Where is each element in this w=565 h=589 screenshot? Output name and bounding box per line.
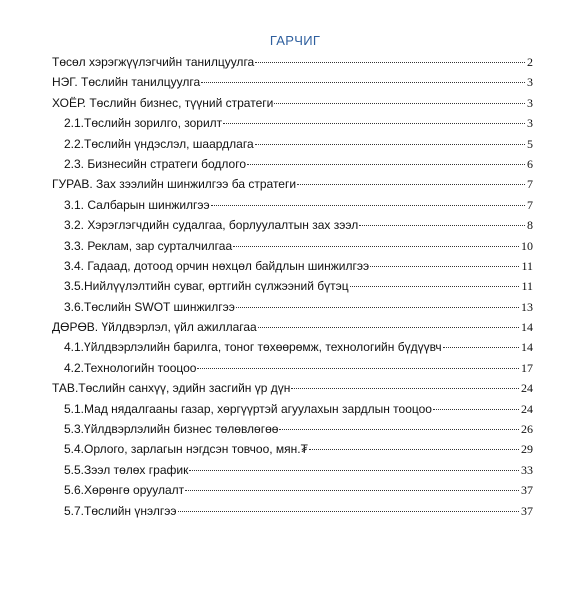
toc-page-number: 7	[527, 197, 533, 212]
toc-entry-text: 5.1.Мад нядалгааны газар, хөргүүртэй агуулахын зардлын тооцоо	[64, 401, 432, 416]
toc-entry[interactable]	[52, 460, 533, 480]
toc-entry-text: 2.1.Төслийн зорилго, зорилт	[64, 116, 223, 131]
dot-leader	[359, 225, 525, 226]
toc-entry[interactable]	[52, 439, 533, 459]
toc-entry-text: ДӨРӨВ. Үйлдвэрлэл, үйл ажиллагаа	[52, 320, 257, 335]
toc-page-number: 3	[527, 116, 533, 131]
dot-leader	[291, 388, 519, 389]
toc-entry[interactable]	[52, 399, 533, 419]
toc-entry[interactable]	[52, 174, 533, 194]
toc-entry[interactable]	[52, 378, 533, 398]
dot-leader	[309, 449, 519, 450]
toc-entry[interactable]	[52, 93, 533, 113]
toc-entry-text: 4.1.Үйлдвэрлэлийн барилга, тоног төхөөрөмж, технологийн бүдүүвч	[64, 340, 442, 355]
toc-page-number: 5	[527, 136, 533, 151]
toc-entry[interactable]	[52, 154, 533, 174]
toc-entry-text: 5.7.Төслийн үнэлгээ	[64, 503, 177, 518]
toc-page-number: 3	[527, 95, 533, 110]
toc-page-number: 37	[521, 483, 533, 498]
dot-leader	[223, 123, 525, 124]
toc-entry[interactable]	[52, 256, 533, 276]
dot-leader	[258, 327, 519, 328]
toc-entry[interactable]	[52, 419, 533, 439]
toc-entry-text: 3.4. Гадаад, дотоод орчин нөхцөл байдлын шинжилгээ	[64, 258, 370, 273]
toc-page-number: 33	[521, 462, 533, 477]
dot-leader	[185, 490, 519, 491]
toc-entry-text: 5.4.Орлого, зарлагын нэгдсэн товчоо, мян.₮	[64, 442, 308, 457]
dot-leader	[370, 266, 519, 267]
toc-page-number: 6	[527, 156, 533, 171]
toc-page-number: 24	[521, 401, 533, 416]
dot-leader	[197, 368, 519, 369]
toc-entry[interactable]	[52, 297, 533, 317]
toc-page-number: 13	[521, 299, 533, 314]
toc-page-number: 17	[521, 360, 533, 375]
toc-page-number: 24	[521, 381, 533, 396]
toc-entry-text: 5.3.Үйлдвэрлэлийн бизнес төлөвлөгөө	[64, 422, 279, 437]
toc-entry-text: 3.6.Төслийн SWOT шинжилгээ	[64, 299, 235, 314]
toc-entry-text: ХОЁР. Төслийн бизнес, түүний стратеги	[52, 95, 274, 110]
toc-entry[interactable]	[52, 337, 533, 357]
toc-page-number: 26	[521, 422, 533, 437]
dot-leader	[297, 184, 525, 185]
dot-leader	[350, 286, 520, 287]
dot-leader	[233, 246, 519, 247]
toc-entry-text: 3.1. Салбарын шинжилгээ	[64, 197, 210, 212]
toc-entry[interactable]	[52, 72, 533, 92]
toc-entry-text: 3.2. Хэрэглэгчдийн судалгаа, борлуулалтын зах зээл	[64, 218, 359, 233]
toc-entry[interactable]	[52, 358, 533, 378]
toc-entry[interactable]	[52, 134, 533, 154]
toc-entry-text: 3.3. Реклам, зар сурталчилгаа	[64, 238, 233, 253]
toc-entry-text: НЭГ. Төслийн танилцуулга	[52, 75, 201, 90]
dot-leader	[178, 511, 520, 512]
dot-leader	[236, 307, 519, 308]
dot-leader	[279, 429, 519, 430]
toc-entry-text: 3.5.Нийлүүлэлтийн суваг, өртгийн сүлжээний бүтэц	[64, 279, 349, 294]
toc-entry[interactable]	[52, 501, 533, 521]
dot-leader	[211, 205, 525, 206]
toc-page-number: 10	[521, 238, 533, 253]
toc-entry[interactable]	[52, 317, 533, 337]
toc-page-number: 8	[527, 218, 533, 233]
toc-page-number: 11	[521, 279, 533, 294]
table-of-contents	[52, 52, 533, 521]
toc-page-number: 29	[521, 442, 533, 457]
toc-entry[interactable]	[52, 480, 533, 500]
toc-page-number: 14	[521, 340, 533, 355]
dot-leader	[189, 470, 519, 471]
toc-entry[interactable]	[52, 276, 533, 296]
toc-page-number: 14	[521, 320, 533, 335]
toc-entry-text: ТАВ.Төслийн санхүү, эдийн засгийн үр дүн	[52, 381, 291, 396]
toc-entry[interactable]	[52, 195, 533, 215]
toc-page-number: 37	[521, 503, 533, 518]
toc-title: ГАРЧИГ	[269, 33, 321, 48]
toc-entry[interactable]	[52, 113, 533, 133]
toc-page-number: 11	[521, 258, 533, 273]
toc-page-number: 7	[527, 177, 533, 192]
toc-entry[interactable]	[52, 215, 533, 235]
toc-entry[interactable]	[52, 52, 533, 72]
dot-leader	[274, 103, 525, 104]
dot-leader	[443, 347, 519, 348]
toc-entry[interactable]	[52, 236, 533, 256]
toc-entry-text: 2.2.Төслийн үндэслэл, шаардлага	[64, 136, 254, 151]
dot-leader	[255, 144, 525, 145]
dot-leader	[433, 409, 519, 410]
toc-entry-text: 4.2.Технологийн тооцоо	[64, 360, 197, 375]
dot-leader	[255, 62, 525, 63]
toc-entry-text: 5.6.Хөрөнгө оруулалт	[64, 483, 185, 498]
toc-entry-text: 5.5.Зээл төлөх график	[64, 462, 189, 477]
dot-leader	[247, 164, 525, 165]
toc-page-number: 3	[527, 75, 533, 90]
dot-leader	[201, 82, 525, 83]
toc-entry-text: 2.3. Бизнесийн стратеги бодлого	[64, 156, 247, 171]
toc-entry-text: Төсөл хэрэгжүүлэгчийн танилцуулга	[52, 55, 255, 69]
toc-entry-text: ГУРАВ. Зах зээлийн шинжилгээ ба стратеги	[52, 177, 297, 192]
toc-page-number: 2	[527, 55, 533, 69]
